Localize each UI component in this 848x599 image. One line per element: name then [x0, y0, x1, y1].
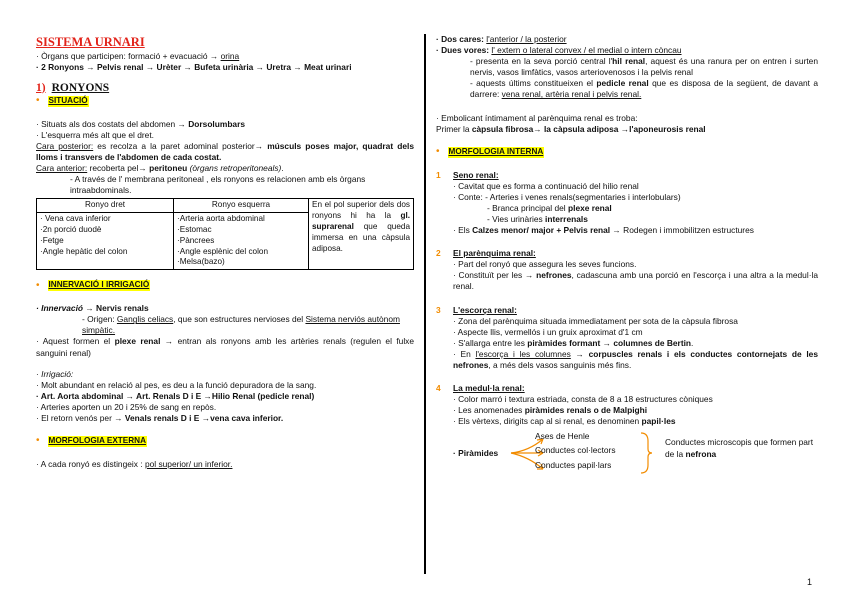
innervacio-line: · Innervació → Nervis renals — [36, 303, 149, 314]
table-header-row — [37, 199, 414, 213]
column-divider — [424, 34, 426, 574]
ronyons-path: · 2 Ronyons → Pelvis renal → Urèter → Bufeta urinària → Uretra → Meat urinari — [36, 61, 352, 72]
bullet-icon: • — [436, 146, 440, 158]
page-number: 1 — [806, 577, 812, 588]
left-column — [36, 34, 414, 470]
branch-item: Conductes papil·lars — [535, 460, 612, 471]
irrigacio-line: · Art. Aorta abdominal → Art. Renals D i E →Hilio Renal (pedicle renal) — [36, 390, 315, 401]
morfologia-externa-heading: • MORFOLOGIA EXTERNA — [36, 435, 147, 447]
piramides-diagram — [453, 431, 818, 483]
relations-table — [36, 198, 414, 270]
plexe-line: · Aquest formen el plexe renal → entran als ronyons amb les artèries renals (regulen el fulxe sanguini renal) — [36, 336, 415, 358]
bullet-icon: • — [36, 279, 40, 291]
situacio-heading: • SITUACIÓ — [36, 95, 88, 107]
peritoneal-note: - A través de l' membrana peritoneal , els ronyons es relacionen amb els òrgans intraabdominals. — [70, 174, 366, 196]
table-header: Ronyo dret — [37, 199, 174, 213]
origen-line: - Origen: Ganglis celiacs, que son estructures nervioses del Sistema nerviós autònom simpàtic. — [82, 314, 400, 336]
right-column — [436, 34, 818, 483]
hil-renal-line: - presenta en la seva porció central l'hil renal, aquest és una ranura per on entren i surten nervis, vasos limfàtics, vasos arteriovenosos i la pelvis renal — [470, 56, 818, 78]
pedicle-renal-line: - aquests últims constitueixen el pedicle renal que es disposa de la següent, de davant a darrere: vena renal, artèria renal i pelvis renal. — [470, 78, 819, 100]
section-heading-ronyons: 1) RONYONS — [36, 81, 110, 94]
medulla-body: · Color marró i textura estriada, consta de 8 a 18 estructures còniques · Les anomenades piràmides renals o de Malpighi · Els vèrtexs, dirigits cap al si renal, es denominen papil·les · Piràmides Ases de Henle Conductes col·lectors Conductes papil·lars Conductes microscopis que formen part de la nefrona — [436, 394, 818, 483]
medulla-heading: 4 La medul·la renal: — [436, 383, 525, 394]
branch-item: Ases de Henle — [535, 431, 590, 442]
cares-line: · Dos cares: l'anterior / la posterior — [436, 34, 567, 44]
bullet-icon: • — [36, 435, 40, 447]
irrigacio-line: · Molt abundant en relació al pes, es deu a la funció depuradora de la sang. — [36, 379, 317, 390]
side-note-cell: En el pol superior dels dos ronyons hi ha la gl. suprarenal que queda immersa en una càpsula adiposa. — [309, 199, 414, 270]
piramides-label: · Piràmides — [453, 448, 499, 459]
vores-line: · Dues vores: l' extern o lateral convex / el medial o intern còncau — [436, 45, 682, 56]
parenquima-heading: 2 El parènquima renal: — [436, 248, 536, 259]
innervacio-heading: • INNERVACIÓ I IRRIGACIÓ — [36, 279, 150, 291]
cara-anterior: Cara anterior: recoberta pel→ peritoneu (òrgans retroperitoneals). — [36, 163, 284, 174]
irrigacio-label: · Irrigació: — [36, 368, 74, 379]
seno-renal-body: · Cavitat que es forma a continuació del hilio renal · Conte: - Arteries i venes renals(segmentaries i interlobulars) - Branca principal del plexe renal - Vies urinàries interrenals · Els Calzes menor/ major + Pelvis renal → Rodegen i immobilitzen estructures — [453, 180, 754, 236]
irrigacio-line: · El retorn venós per → Venals renals D i E →vena cava inferior. — [36, 412, 284, 423]
cara-posterior: Cara posterior: es recolza a la paret adominal posterior→ músculs poses major, quadrat dels lloms i transvers de l'abdomen de cada costat. — [36, 140, 415, 162]
parenquima-body: · Part del ronyó que assegura les seves funcions. · Constituït per les → nefrones, cadascuna amb una porció en l'escorça i una altra a la medul·la renal. — [453, 259, 818, 292]
seno-renal-heading: 1 Seno renal: — [436, 169, 499, 180]
escorca-heading: 3 L'escorça renal: — [436, 304, 517, 315]
capsules-line: Primer la càpsula fibrosa→ la càpsula adiposa →l'aponeurosis renal — [436, 123, 706, 134]
irrigacio-line: · Arteries aporten un 20 i 25% de sang en repòs. — [36, 401, 217, 412]
esquerra-cell: ·Arteria aorta abdominal ·Estomac ·Pàncrees ·Angle esplènic del colon ·Melsa(bazo) — [174, 213, 309, 270]
table-header: Ronyo esquerra — [174, 199, 309, 213]
brace-icon — [639, 431, 653, 475]
branch-item: Conductes col·lectors — [535, 445, 616, 456]
esquerra-line: · L'esquerra més alt que el dret. — [36, 129, 154, 140]
document-title: SISTEMA URNARI — [36, 35, 145, 49]
morfologia-externa-line: · A cada ronyó es distingeix : pol superior/ un inferior. — [36, 458, 233, 469]
bullet-icon: • — [36, 95, 40, 107]
escorca-body: · Zona del parènquima situada immediatament per sota de la càpsula fibrosa · Aspecte llis, vermellós i un gruix aproximat d'1 cm · S'allarga entre les piràmides formant → columnes de Bertin. · En l'escorça i les columnes → corpuscles renals i els conductes contornejats de les nefrones, a més dels vasos sanguinis més fins. — [453, 315, 819, 370]
piramides-note: Conductes microscopis que formen part de la nefrona — [665, 437, 814, 459]
situats-line: · Situats als dos costats del abdomen → Dorsolumbars — [36, 118, 246, 129]
dret-cell: · Vena cava inferior ·2n porció duodè ·Fetge ·Angle hepàtic del colon — [37, 213, 174, 270]
morfologia-interna-heading: • MORFOLOGIA INTERNA — [436, 146, 544, 158]
embolicant-line: · Embolicant íntimament al parènquima renal es troba: — [436, 112, 638, 123]
organs-line: · Òrgans que participen: formació + evacuació → orina — [36, 50, 240, 61]
